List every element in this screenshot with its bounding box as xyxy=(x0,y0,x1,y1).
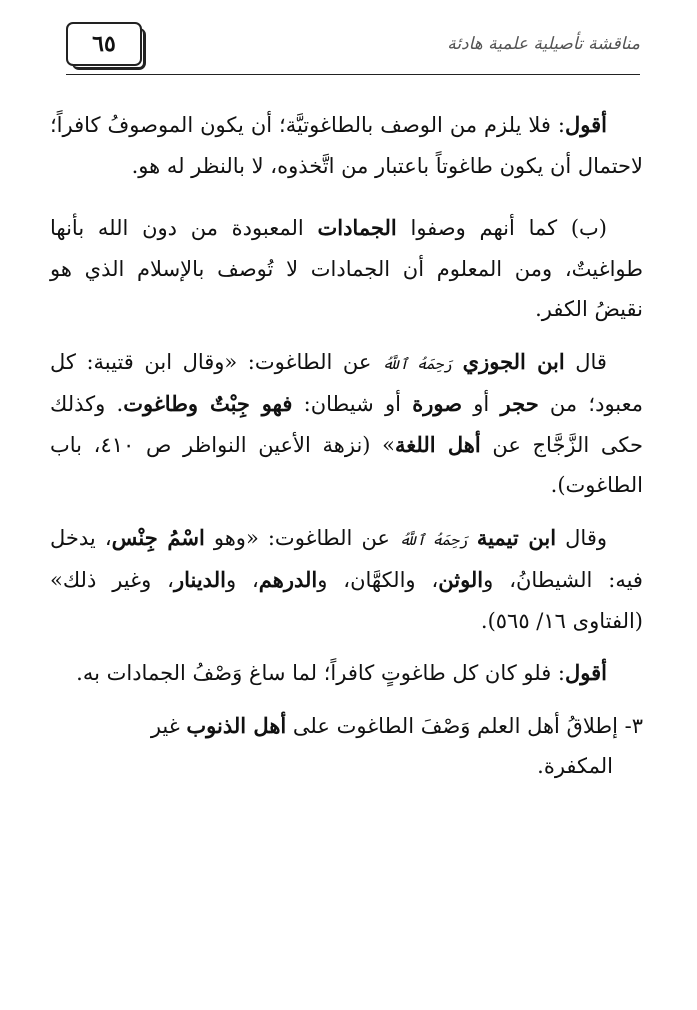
paragraph-5 xyxy=(50,653,643,694)
bold-run: الوثن xyxy=(438,567,484,592)
text-run: ، وغير ذلك» (الفتاوى ١٦/ ٥٦٥). xyxy=(50,568,643,633)
text-run: » (نزهة الأعين النواظر ص ٤١٠، باب الطاغوت). xyxy=(50,432,643,497)
numbered-item-3 xyxy=(50,706,643,787)
bold-run: ابن الجوزي xyxy=(462,348,565,374)
text-run: أو شيطان: xyxy=(292,392,413,416)
spacer xyxy=(50,330,643,342)
honorific: رَحِمَهُ ٱللَّهُ xyxy=(399,530,468,549)
page-number: ٦٥ xyxy=(92,31,116,57)
text-run: أو xyxy=(462,392,501,416)
page-number-box xyxy=(66,22,142,66)
bold-run: الجمادات xyxy=(317,215,397,240)
text-run: عن الطاغوت: «وقال ابن قتيبة: كل معبود؛ من xyxy=(50,349,644,416)
bold-run: أهل الذنوب xyxy=(186,712,287,738)
text-run: ، يدخل فيه: الشيطانُ، و xyxy=(50,525,643,592)
honorific: رَحِمَهُ ٱللَّهُ xyxy=(381,354,453,373)
text-run: . وكذلك حكى الزَّجَّاج عن xyxy=(50,392,643,457)
bold-run: اسْمُ جِنْس xyxy=(111,524,205,550)
bold-run: حجر xyxy=(500,391,539,416)
spacer xyxy=(50,506,643,518)
header-rule xyxy=(66,74,640,75)
page-header xyxy=(66,22,640,78)
paragraph-2 xyxy=(50,208,643,330)
text-run: وقال xyxy=(556,525,608,550)
paragraph-text: : فلا يلزم من الوصف بالطاغوتيَّة؛ أن يكون الموصوفُ كافراً؛ لاحتمال أن يكون طاغوتاً باعتبار من اتَّخذوه، لا بالنظر له هو. xyxy=(50,113,643,178)
running-title: مناقشة تأصيلية علمية هادئة xyxy=(447,34,640,54)
paragraph-text: : فلو كان كل طاغوتٍ كافراً؛ لما ساغ وَصْفُ الجمادات به. xyxy=(76,661,566,685)
bold-run: الدينار xyxy=(173,567,226,592)
paragraph-3 xyxy=(50,342,643,506)
text-run: ، و xyxy=(225,568,259,592)
bold-run: صورة xyxy=(412,391,463,416)
text-run: المعبودة من دون الله بأنها طواغيتٌ، ومن المعلوم أن الجمادات لا تُوصف بالإسلام الذي هو نقيضُ الكفر. xyxy=(50,216,643,321)
text-run: ، والكهَّان، و xyxy=(317,568,439,592)
spacer xyxy=(50,641,643,653)
text-run: (ب) كما أنهم وصفوا xyxy=(396,216,607,240)
text-run: غير xyxy=(150,713,187,738)
text-run: المكفرة. xyxy=(537,754,613,778)
paragraph-1 xyxy=(50,105,643,186)
bold-run: فهو جِبْتٌ وطاغوت xyxy=(123,391,293,416)
body-text xyxy=(50,105,643,787)
spacer xyxy=(50,186,643,208)
text-run: قال xyxy=(564,349,607,374)
spacer xyxy=(50,694,643,706)
text-run: إطلاقُ أهل العلم وَصْفَ الطاغوت على xyxy=(286,713,618,738)
bold-run: الدرهم xyxy=(258,567,318,592)
item-number: ٣- xyxy=(617,713,643,738)
bold-run: ابن تيمية xyxy=(476,524,557,550)
text-run: عن الطاغوت: «وهو xyxy=(204,525,400,550)
lead-word: أقول xyxy=(565,660,607,685)
paragraph-4 xyxy=(50,518,643,642)
bold-run: أهل اللغة xyxy=(394,431,481,457)
lead-word: أقول xyxy=(565,112,607,137)
